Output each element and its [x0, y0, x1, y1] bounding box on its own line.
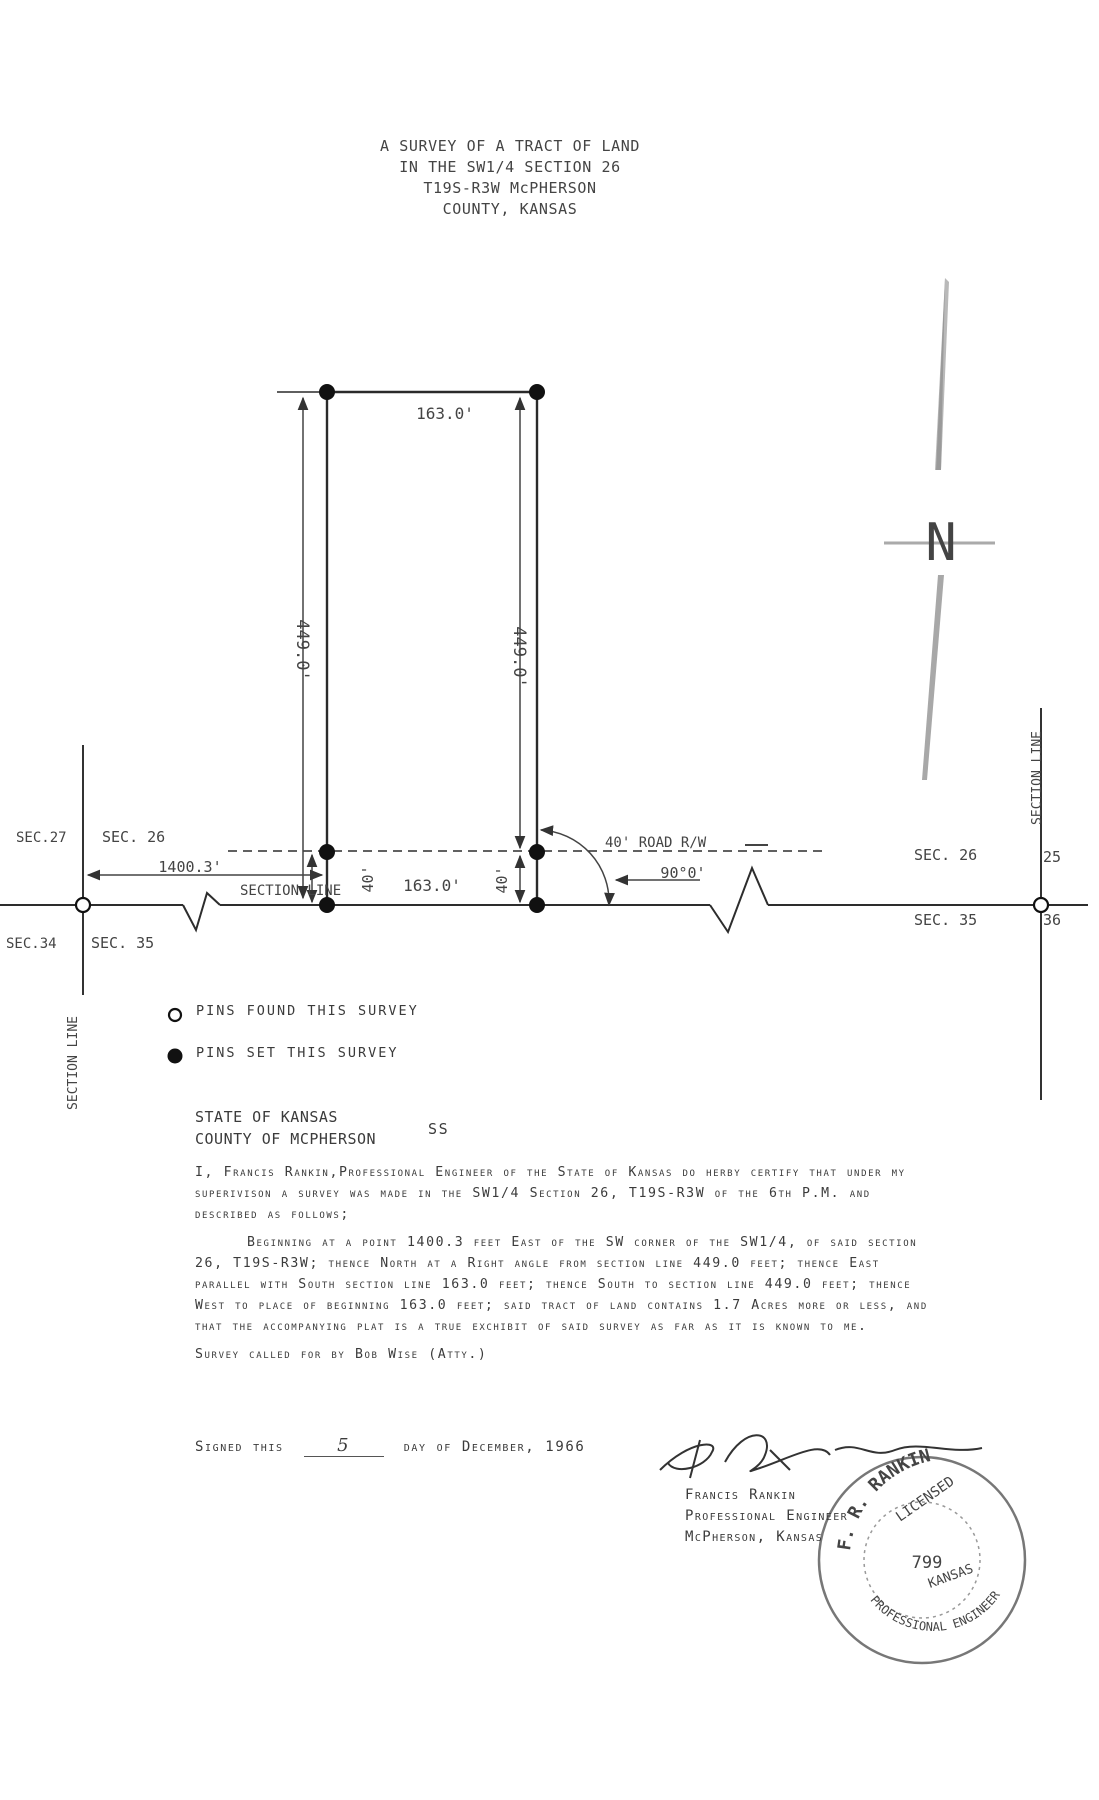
left-dimension: 449.0' — [292, 619, 312, 681]
signed-prefix: Signed this — [195, 1439, 284, 1455]
title-line-3: T19S-R3W McPHERSON — [423, 179, 597, 197]
title-line-1: A SURVEY OF A TRACT OF LAND — [379, 137, 641, 155]
east-section-line-label: SECTION LINE — [1030, 731, 1045, 825]
pin-found-east — [1034, 898, 1048, 912]
title-line-4: COUNTY, KANSAS — [442, 200, 578, 218]
pin-set-ne — [529, 384, 545, 400]
certificate-body — [195, 1162, 935, 1372]
dimension-lines — [88, 398, 768, 905]
seal-top-text: F. R. RANKIN — [834, 1445, 933, 1552]
bottom-dimension: 163.0' — [403, 876, 461, 895]
signer-name: Francis Rankin — [685, 1487, 797, 1503]
signer-city: McPherson, Kansas — [685, 1529, 824, 1545]
tract-boundary — [277, 392, 537, 905]
certificate-paragraph-3: Survey called for by Bob Wise (Atty.) — [195, 1347, 488, 1362]
right-angle-label: 90°0' — [660, 864, 706, 882]
signer-block — [685, 1485, 848, 1548]
engineer-seal — [819, 1445, 1025, 1663]
label-sec-25: 25 — [1043, 848, 1062, 866]
row-width-right: 40' — [493, 866, 511, 894]
pin-set-sw — [319, 897, 335, 913]
signer-title: Professional Engineer — [685, 1508, 849, 1524]
seal-state: KANSAS — [926, 1561, 976, 1592]
right-dimension: 449.0' — [509, 626, 529, 688]
north-label: N — [925, 513, 957, 573]
pin-set-se — [529, 897, 545, 913]
row-width-left: 40' — [359, 865, 377, 893]
venue-ss: SS — [428, 1120, 450, 1138]
venue-county: COUNTY OF MCPHERSON — [195, 1130, 377, 1148]
label-sec-36: 36 — [1043, 911, 1062, 929]
seal-number: 799 — [911, 1553, 943, 1573]
venue-block — [195, 1106, 376, 1150]
signed-line — [195, 1435, 585, 1457]
legend-set-text: PINS SET THIS SURVEY — [196, 1045, 399, 1061]
label-sec-26-east: SEC. 26 — [914, 846, 978, 864]
road-row-label: 40' ROAD R/W — [605, 835, 707, 851]
venue-state: STATE OF KANSAS — [195, 1108, 338, 1126]
label-sec-34: SEC.34 — [6, 936, 57, 952]
title-line-2: IN THE SW1/4 SECTION 26 — [399, 158, 621, 176]
pin-set-row-west — [319, 844, 335, 860]
seal-bottom-text: PROFESSIONAL ENGINEER — [867, 1588, 1003, 1635]
north-arrow-icon — [884, 278, 995, 780]
svg-text:PROFESSIONAL ENGINEER — [868, 1588, 1004, 1634]
section-line-label: SECTION LINE — [240, 883, 342, 899]
legend-found-text: PINS FOUND THIS SURVEY — [196, 1003, 419, 1019]
west-section-line-label: SECTION LINE — [66, 1016, 81, 1110]
label-sec-26-west: SEC. 26 — [102, 828, 166, 846]
legend-found-symbol — [169, 1009, 181, 1021]
signed-suffix: day of December, 1966 — [403, 1439, 586, 1455]
west-offset-dimension: 1400.3' — [158, 858, 222, 876]
pin-set-nw — [319, 384, 335, 400]
label-sec-35-east: SEC. 35 — [914, 911, 978, 929]
label-sec-27: SEC.27 — [16, 830, 67, 846]
legend-set-symbol — [168, 1049, 183, 1064]
signed-day: 5 — [304, 1435, 384, 1457]
certificate-paragraph-1: I, Francis Rankin,Professional Engineer of the State of Kansas do herby certify that under my superivison a survey was made in the SW1/4 Section 26, T19S-R3W of the 6th P.M. and described as follows; — [195, 1165, 906, 1222]
certificate-paragraph-2: Beginning at a point 1400.3 feet East of the SW corner of the SW1/4, of said section 26, T19S-R3W; thence North at a Right angle from section line 449.0 feet; thence East parallel with South section line 163.0 feet; thence South to section line 449.0 feet; thence West to place of beginning 163.0 feet; said tract of land contains 1.7 Acres more or less, and that the accompanying plat is a true exchibit of said survey as far as it is known to me. — [195, 1235, 928, 1334]
top-dimension: 163.0' — [416, 404, 474, 423]
seal-licensed: LICENSED — [893, 1473, 958, 1526]
label-sec-35-west: SEC. 35 — [91, 934, 155, 952]
pin-set-row-east — [529, 844, 545, 860]
pin-found-west — [76, 898, 90, 912]
